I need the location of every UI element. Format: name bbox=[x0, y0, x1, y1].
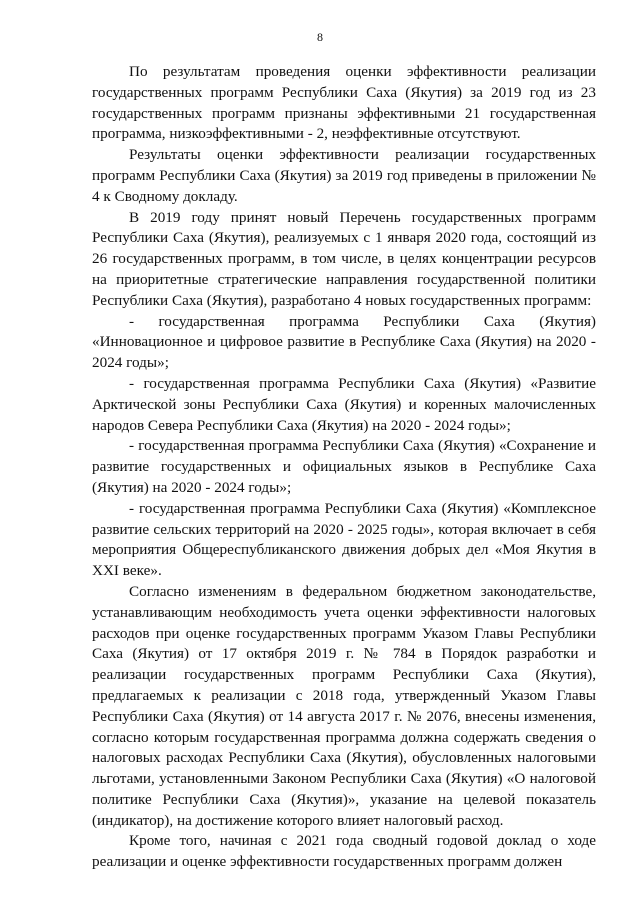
list-item-program-arctic: - государственная программа Республики Саха (Якутия) «Развитие Арктической зоны Республики Саха (Якутия) и коренных малочисленных народов Севера Республики Саха (Якутия) на 2020 - 2024 годы»; bbox=[92, 374, 596, 434]
list-item-program-innovation: - государственная программа Республики Саха (Якутия) «Инновационное и цифровое развитие в Республике Саха (Якутия) на 2020 - 2024 годы»; bbox=[92, 312, 596, 372]
document-body bbox=[92, 62, 596, 873]
paragraph-results-appendix: Результаты оценки эффективности реализации государственных программ Республики Саха (Якутия) за 2019 год приведены в приложении № 4 к Сводному докладу. bbox=[92, 146, 596, 205]
paragraph-annual-report: Кроме того, начиная с 2021 года сводный годовой доклад о ходе реализации и оценке эффективности государственных программ должен bbox=[92, 832, 596, 871]
list-item-program-languages: - государственная программа Республики Саха (Якутия) «Сохранение и развитие государственных и официальных языков в Республике Саха (Якутия) на 2020 - 2024 годы»; bbox=[92, 437, 596, 496]
paragraph-new-list: В 2019 году принят новый Перечень государственных программ Республики Саха (Якутия), реализуемых с 1 января 2020 года, состоящий из 26 государственных программ, в том числе, в целях концентрации ресурсов на приоритетные стратегические направления государственной политики Республики Саха (Якутия), разработано 4 новых государственных программ: bbox=[92, 208, 596, 309]
paragraph-tax-expenditures: Согласно изменениям в федеральном бюджетном законодательстве, устанавливающим необходимость учета оценки эффективности налоговых расходов при оценке государственных программ Указом Главы Республики Саха (Якутия) от 17 октября 2019 г. № 784 в Порядок разработки и реализации государственных программ Республики Саха (Якутия), предлагаемых к реализации с 2018 года, утвержденный Указом Главы Республики Саха (Якутия) от 14 августа 2017 г. № 2076, внесены изменения, согласно которым государственная программа должна содержать сведения о налоговых расходах Республики Саха (Якутия), обусловленных налоговыми льготами, установленными Законом Республики Саха (Якутия) «О налоговой политике Республики Саха (Якутия)», указание на целевой показатель (индикатор), на достижение которого влияет налоговый расход. bbox=[92, 582, 596, 829]
list-item-program-rural: - государственная программа Республики Саха (Якутия) «Комплексное развитие сельских территорий на 2020 - 2025 годы», которая включает в себя мероприятия Общереспубликанского движения добрых дел «Моя Якутия в XXI веке». bbox=[92, 499, 596, 580]
page-number: 8 bbox=[317, 30, 323, 44]
paragraph-results-summary: По результатам проведения оценки эффективности реализации государственных программ Республики Саха (Якутия) за 2019 год из 23 государственных программ признаны эффективными 21 государственная программа, низкоэффективными - 2, неэффективные отсутствуют. bbox=[92, 63, 596, 143]
